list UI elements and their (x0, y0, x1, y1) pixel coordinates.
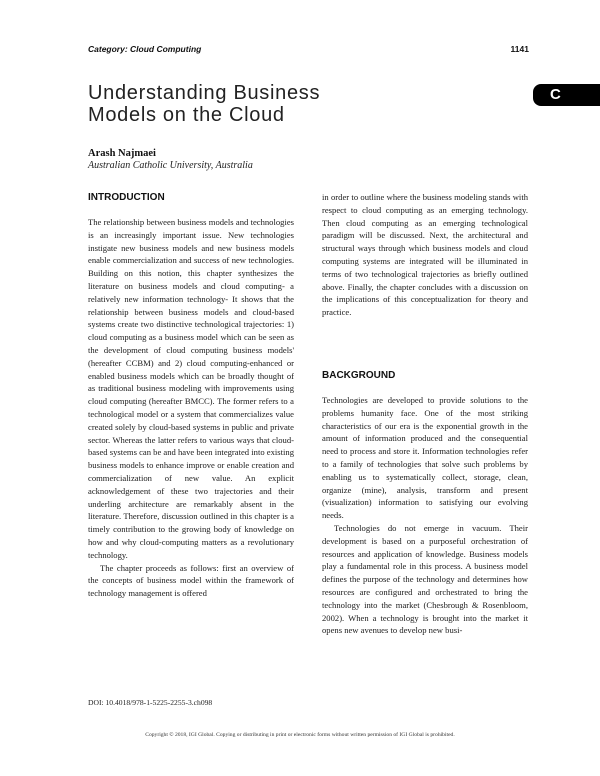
author-name: Arash Najmaei (88, 148, 156, 159)
section-heading-background: BACKGROUND (322, 370, 396, 381)
introduction-paragraph: The relationship between business models and technologies is an increasingly important issue. New technologies instigate new business models and new business models enable commercialization and success of new technologies. Building on this notion, this chapter synthesizes the literature on business models and cloud computing- a relatively new information technology- It shows that the relationship between business models and cloud-based systems create two distinctive technological trajectories: 1) cloud computing as a business model which can be seen as the development of cloud computing business models' (hereafter CCBM) and 2) cloud computing-enhanced or enabled business models which can be broadly thought of as traditional business modeling with improvements using cloud computing (hereafter BMCC). The former refers to a technological model or a system that commercializes value created solely by cloud-based systems in public and private sector. Whereas the latter refers to various ways that cloud-based systems can be and have been integrated into existing business models to enhance improve or enable creation and commercialization of new value. An explicit acknowledgement of these two trajectories and their underling architecture are remarkably absent in the literature. Therefore, discussion outlined in this chapter is a timely contribution to the growing body of knowledge on how and why cloud-computing matters as a revolutionary technology. (88, 217, 294, 560)
column-right-top (322, 191, 528, 319)
introduction-continuation: in order to outline where the business modeling stands with respect to cloud computing as an emerging technology. Then cloud computing as an emerging technological paradigm will be discussed. Next, the architectural and structural ways through which business models and cloud computing systems are integrated will be illuminated in terms of two technological trajectories as briefly outlined above. Finally, the chapter concludes with a discussion on the implications of this conceptualization for theory and practice. (322, 192, 528, 318)
running-header-category: Category: Cloud Computing (88, 44, 202, 54)
background-paragraph: Technologies do not emerge in vacuum. Their development is based on a purposeful orchestration of resources and application of knowledge. Business models play a fundamental role in this process. A business model defines the purpose of the technology and determines how resources are configured and orchestrated to bring the technology into the market (Chesbrough & Rosenbloom, 2002). When a technology is brought into the market it opens new avenues to develop new busi- (322, 522, 528, 636)
chapter-title: Understanding Business Models on the Cloud (88, 82, 321, 126)
introduction-paragraph: The chapter proceeds as follows: first an overview of the concepts of business model within the framework of technology management is offered (88, 562, 294, 599)
copyright-notice: Copyright © 2018, IGI Global. Copying or distributing in print or electronic forms without written permission of IGI Global is prohibited. (145, 732, 455, 738)
doi: DOI: 10.4018/978-1-5225-2255-3.ch098 (88, 698, 213, 707)
column-left (88, 216, 294, 600)
section-tab-letter: C (533, 84, 600, 106)
column-right-bottom (322, 394, 528, 637)
page-number: 1141 (510, 44, 529, 54)
author-affiliation: Australian Catholic University, Australia (88, 160, 253, 171)
background-paragraph: Technologies are developed to provide solutions to the problems humanity face. One of the most striking characteristics of our era is the exponential growth in the amount of information produced and the consequential need to process and store it. Information technologies refer to a family of technologies that solve such problems by enabling us to systematically collect, storage, clean, organize (mine), analysis, transform and present (visualization) information to satisfying our evolving needs. (322, 395, 528, 521)
section-heading-introduction: INTRODUCTION (88, 192, 165, 203)
